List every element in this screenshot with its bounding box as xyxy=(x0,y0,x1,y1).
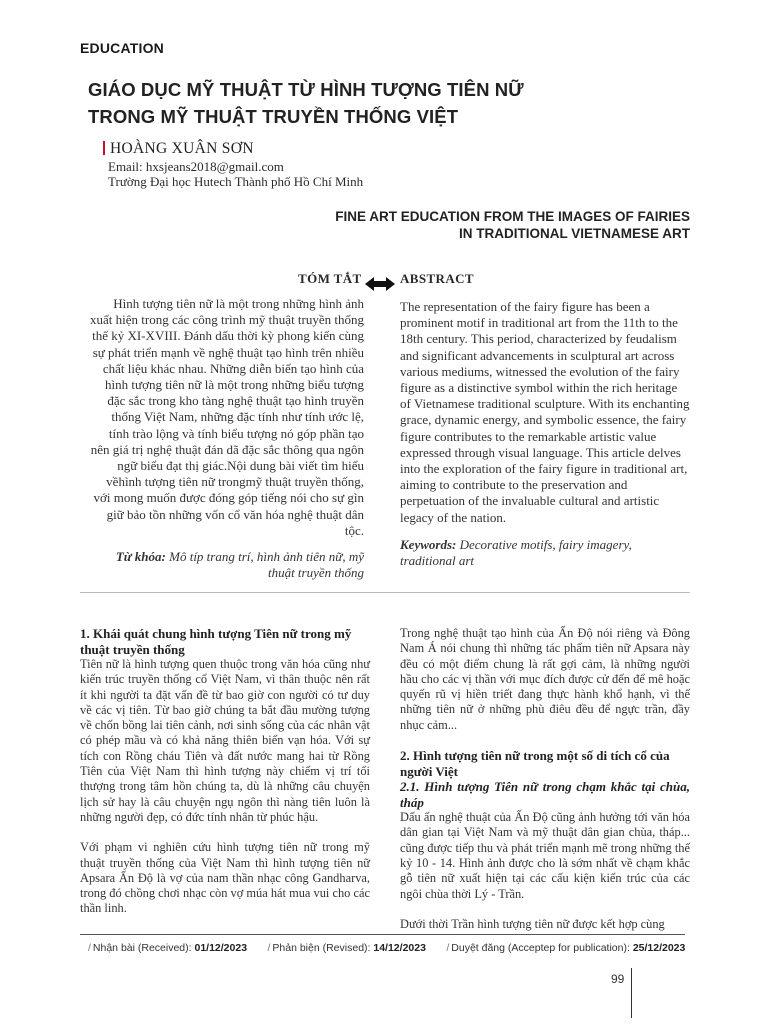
right-paragraph-1: Trong nghệ thuật tạo hình của Ấn Độ nói riêng và Đông Nam Á nói chung thì những tác phẩm tiên nữ Apsara này đều có một điểm chung là rất gợi cảm, là những người hầu cho các vị thần với mục đích được cử đến để mê hoặc quyến rũ vị hiền triết đang thực hành khổ hạnh, vì thế những tiên nữ ở những phù điêu đều để ngực trần, đầy nhục cảm... xyxy=(400,626,690,732)
article-title-line-2: TRONG MỸ THUẬT TRUYỀN THỐNG VIỆT xyxy=(88,106,459,127)
abstract-heading: ABSTRACT xyxy=(400,271,474,286)
abstract-keywords-text: Decorative motifs, fairy imagery, traditional art xyxy=(400,537,632,568)
tom-tat-keywords-text: Mô típ trang trí, hình ảnh tiên nữ, mỹ thuật truyền thống xyxy=(169,549,364,580)
received-date: 01/12/2023 xyxy=(194,942,248,954)
tom-tat-keywords xyxy=(88,549,364,581)
accepted-date: 25/12/2023 xyxy=(632,942,686,954)
author-accent-bar xyxy=(103,141,105,155)
section-1-paragraph-1: Tiên nữ là hình tượng quen thuộc trong văn hóa cũng như kiến trúc truyền thống cổ Việt Nam, vì thân thuộc nên rất ít khi người ta đặt vấn đề từ bao giờ con người có tư duy về các vị tiên. Từ bao giờ chúng ta bắt đầu mường tượng về chốn bồng lai tiên cảnh, nơi sinh sống của các nhân vật có phép mầu và có khả năng thiên biến vạn hóa. Với sự tích con Rồng cháu Tiên và đất nước mang hai từ Rồng Tiên của Việt Nam thì hình tượng này chiếm vị trí tối thượng trong tâm hồn chúng ta, dù là những câu chuyện lịch sử hay là câu chuyện ngụ ngôn thì nàng tiên luôn là những người đẹp, có đức tính nhân từ phúc hậu. xyxy=(80,657,370,824)
english-title-line-2: IN TRADITIONAL VIETNAMESE ART xyxy=(458,226,690,241)
english-title-line-1: FINE ART EDUCATION FROM THE IMAGES OF FAIRIES xyxy=(335,209,690,224)
double-arrow-icon xyxy=(365,276,395,292)
section-2-heading: 2. Hình tượng tiên nữ trong một số di tích cổ của người Việt xyxy=(400,748,670,779)
article-title-line-1: GIÁO DỤC MỸ THUẬT TỪ HÌNH TƯỢNG TIÊN NỮ xyxy=(88,79,524,100)
section-label: EDUCATION xyxy=(80,40,164,56)
body-column-right xyxy=(400,626,690,932)
footer-dates: / Nhận bài (Received): 01/12/2023 / Phản biện (Revised): 14/12/2023 / Duyệt đăng (Acceptep for publication): 25/12/2023 xyxy=(88,942,686,954)
abstract-keywords-label: Keywords: xyxy=(400,537,457,552)
tom-tat-heading: TÓM TẮT xyxy=(298,271,362,286)
section-divider xyxy=(80,592,690,593)
abstract-body: The representation of the fairy figure has been a prominent motif in traditional art from the 11th to the 18th century. This period, characterized by feudalism and significant advancements in sculptural art across various mediums, witnessed the evolution of the fairy figure as a distinctive symbol within the rich heritage of Vietnamese traditional sculpture. With its enchanting grace, dynamic energy, and symbolic essence, the fairy figure contributes to the remarkable artistic value expressed through visual language. This article delves into the exploration of the fairy figure in traditional art, aiming to contribute to the preservation and perpetuation of the invaluable cultural and artistic legacy of the nation. xyxy=(400,299,690,525)
tom-tat-keywords-label: Từ khóa: xyxy=(115,549,166,564)
article-title xyxy=(88,76,648,130)
revised-date: 14/12/2023 xyxy=(373,942,426,954)
body-column-left xyxy=(80,626,370,917)
section-1-paragraph-2: Với phạm vi nghiên cứu hình tượng tiên nữ trong mỹ thuật truyền thống của Việt Nam thì hình tượng tiên nữ Apsara Ấn Độ là vợ của nam thần nhạc công Gandharva, trong đó chồng chơi nhạc còn vợ múa hát mua vui cho các thần linh. xyxy=(80,840,370,916)
accepted-label: Duyệt đăng (Acceptep for publication): xyxy=(451,942,630,954)
page-number-rule xyxy=(631,968,632,1018)
received-label: Nhận bài (Received): xyxy=(92,942,192,954)
footer-rule xyxy=(80,934,685,935)
abstract-keywords xyxy=(400,537,690,569)
page-number: 99 xyxy=(611,972,625,986)
english-title xyxy=(230,208,690,242)
section-2-1-paragraph-2: Dưới thời Trần hình tượng tiên nữ được kết hợp cùng xyxy=(400,916,665,931)
author-name-block xyxy=(103,140,254,158)
author-name: HOÀNG XUÂN SƠN xyxy=(110,140,254,157)
section-2-1-heading: 2.1. Hình tượng Tiên nữ trong chạm khắc tại chùa, tháp xyxy=(400,779,690,810)
section-1-heading: 1. Khái quát chung hình tượng Tiên nữ trong mỹ thuật truyền thống xyxy=(80,626,352,657)
author-affiliation: Trường Đại học Hutech Thành phố Hồ Chí Minh xyxy=(108,174,364,189)
section-2-1-paragraph-1: Dấu ấn nghệ thuật của Ấn Độ cũng ảnh hưởng tới văn hóa dân gian tại Việt Nam và mỹ thuật dân gian chùa, tháp... cũng được tiếp thu và phát triển mạnh mẽ trong những thế kỷ 10 - 14. Hình ảnh được cho là sớm nhất về chạm khắc gỗ tiên nữ xuất hiện tại các cấu kiện kiến trúc của các ngôi chùa thời Lý - Trần. xyxy=(400,810,690,901)
tom-tat-body: Hình tượng tiên nữ là một trong những hình ảnh xuất hiện trong các công trình mỹ thuật truyền thống thế kỷ XI-XVIII. Đánh dấu thời kỳ phong kiến cùng sự phát triển mạnh về nghệ thuật tạo hình trên nhiều chất liệu khác nhau. Những diễn biến tạo hình của hình tượng tiên nữ là một trong những biểu tượng đặc sắc trong kho tàng nghệ thuật tạo hình truyền thống Việt Nam, những đặc tính như tính ước lệ, tính trào lộng và tính biểu tượng nó góp phần tạo nên giá trị nghệ thuật đán dã đặc sắc thông qua ngôn ngữ biểu đạt thị giác.Nội dung bài viết tìm hiểu vềhình tượng tiên nữ trongmỹ thuật truyền thống, với mong muốn được đóng góp tiếng nói cho sự gìn giữ bảo tồn những vốn cổ văn hóa nghệ thuật dân tộc. xyxy=(89,296,364,538)
author-email: Email: hxsjeans2018@gmail.com xyxy=(108,159,284,174)
revised-label: Phản biện (Revised): xyxy=(272,942,371,954)
